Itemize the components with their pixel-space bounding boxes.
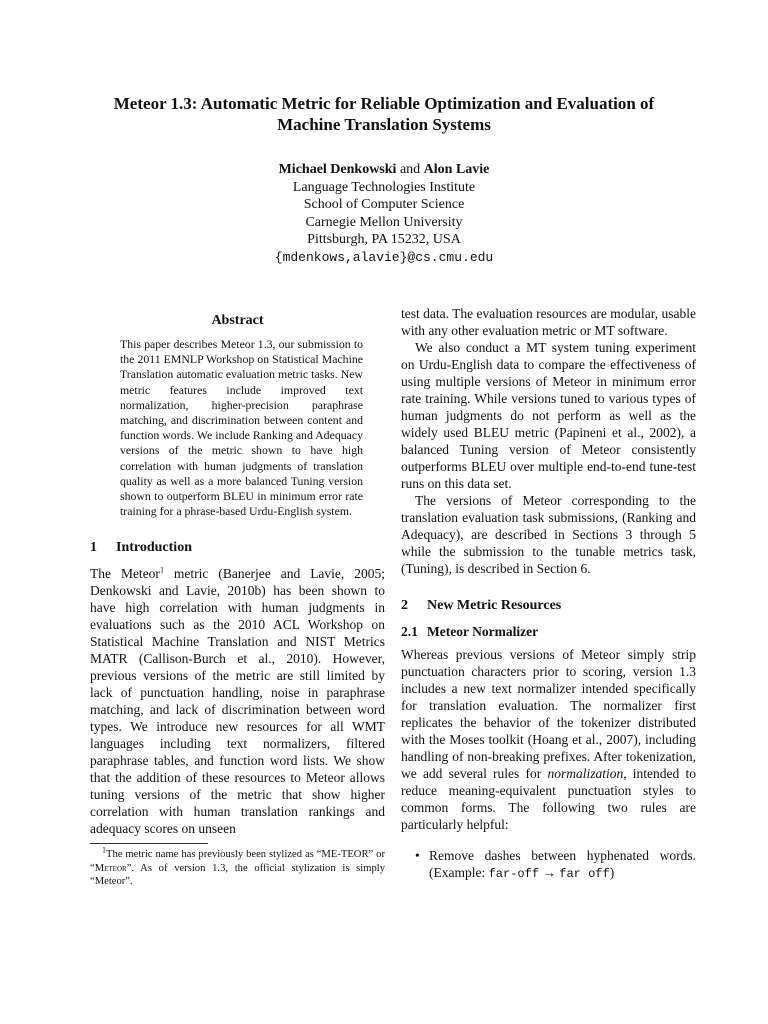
footnote-smallcaps: Meteor: [94, 862, 127, 874]
footnote-text-a: The metric name has previously been stylized as “ME-TEOR” or “: [90, 849, 385, 874]
abstract-text: This paper describes Meteor 1.3, our submission to the 2011 EMNLP Workshop on Statistical Machine Translation automatic evaluation metric tasks. New metric features include improved text normalization, higher-precision paraphrase matching, and discrimination between content and function words. We include Ranking and Adequacy versions of the metric shown to have high correlation with human judgments of translation quality as well as a more balanced Tuning version shown to outperform BLEU in minimum error rate training for a phrase-based Urdu-English system.: [120, 337, 363, 519]
section-1-heading: [90, 539, 385, 556]
author-and: and: [399, 162, 421, 177]
intro-rest: metric (Banerjee and Lavie, 2005; Denkowski and Lavie, 2010b) has been shown to have high correlation with human judgments in evaluations such as the 2010 ACL Workshop on Statistical Machine Translation and NIST Metrics MATR (Callison-Burch et al., 2010). However, previous versions of the metric are still limited by lack of punctuation handling, noise in paraphrase matching, and lack of discrimination between word types. We introduce new resources for all WMT languages including text normalizers, filtered paraphrase tables, and function word lists. We show that the addition of these resources to Meteor allows tuning versions of the metric that show higher correlation with human translation rankings and adequacy scores on unseen: [90, 566, 385, 837]
paper-title: Meteor 1.3: Automatic Metric for Reliable Optimization and Evaluation of Machine Translation Systems: [113, 94, 655, 134]
subsection-2-1-heading: [401, 623, 696, 640]
section-1-number: 1: [90, 540, 97, 556]
section-2-number: 2: [401, 598, 408, 613]
bullet-item: [415, 847, 696, 883]
author-2: Alon Lavie: [423, 162, 490, 177]
tuning-paragraph: We also conduct a MT system tuning experiment on Urdu-English data to compare the effectiveness of using multiple versions of Meteor in minimum error rate training. While versions tuned to various types of human judgments do not perform as well as the widely used BLEU metric (Papineni et al., 2002), a balanced Tuning version of Meteor consistently outperforms BLEU over multiple end-to-end tune-test runs on this data set.: [401, 340, 696, 491]
section-2-title: New Metric Resources: [427, 598, 562, 613]
intro-paragraph: [90, 565, 385, 837]
author-1: Michael Denkowski: [278, 162, 397, 177]
versions-paragraph: The versions of Meteor corresponding to the translation evaluation task submissions, (Ranking and Adequacy), are described in Sections 3 through 5 while the submission to the tunable metrics task, (Tuning), is described in Section 6.: [401, 493, 696, 576]
author-university: Carnegie Mellon University: [305, 214, 463, 230]
subsection-2-1-number: 2.1: [401, 624, 418, 639]
abstract-heading: Abstract: [211, 313, 264, 328]
normalizer-text-b: , intended to reduce meaning-equivalent punctuation styles to common forms. The following two rules are particularly helpful:: [401, 766, 696, 832]
author-names: [84, 161, 684, 179]
footnote: [90, 845, 385, 888]
author-institute: Language Technologies Institute: [292, 179, 476, 195]
intro-continued: test data. The evaluation resources are modular, usable with any other evaluation metric or MT software.: [401, 306, 696, 338]
subsection-2-1-title: Meteor Normalizer: [427, 624, 539, 639]
bullet-code-after: far off: [559, 867, 610, 881]
bullet-code-before: far-off: [488, 867, 540, 881]
normalization-term: normalization: [547, 766, 624, 781]
bullet-arrow: →: [539, 865, 560, 880]
normalizer-text-a: Whereas previous versions of Meteor simply strip punctuation characters prior to scoring, version 1.3 includes a new text normalizer intended specifically for translation evaluation. The normalizer first replicates the behavior of the tokenizer distributed with the Moses toolkit (Hoang et al., 2007), including handling of non-breaking prefixes. After tokenization, we add several rules for: [401, 647, 696, 781]
author-email: {mdenkows,alavie}@cs.cmu.edu: [274, 249, 494, 265]
bullet-text-main: Remove dashes between hyphenated words. (Example:: [429, 848, 696, 880]
author-address: Pittsburgh, PA 15232, USA: [307, 232, 461, 247]
footnote-text-b: ”. As of version 1.3, the official stylization is simply “Meteor”.: [90, 862, 385, 888]
author-school: School of Computer Science: [303, 197, 465, 212]
section-1-title: Introduction: [116, 540, 192, 556]
bullet-text: [429, 847, 696, 883]
left-column: [90, 305, 385, 889]
footnote-marker: 1: [159, 565, 164, 575]
bullet-close: ): [609, 865, 615, 880]
normalizer-paragraph: [401, 646, 696, 833]
bullet-dot: •: [415, 848, 420, 863]
footnote-rule: [90, 843, 208, 844]
right-column: [401, 305, 696, 883]
author-block: [84, 161, 684, 266]
intro-start: The Meteor: [90, 566, 160, 582]
footnote-number: 1: [102, 845, 106, 855]
section-2-heading: [401, 597, 696, 614]
